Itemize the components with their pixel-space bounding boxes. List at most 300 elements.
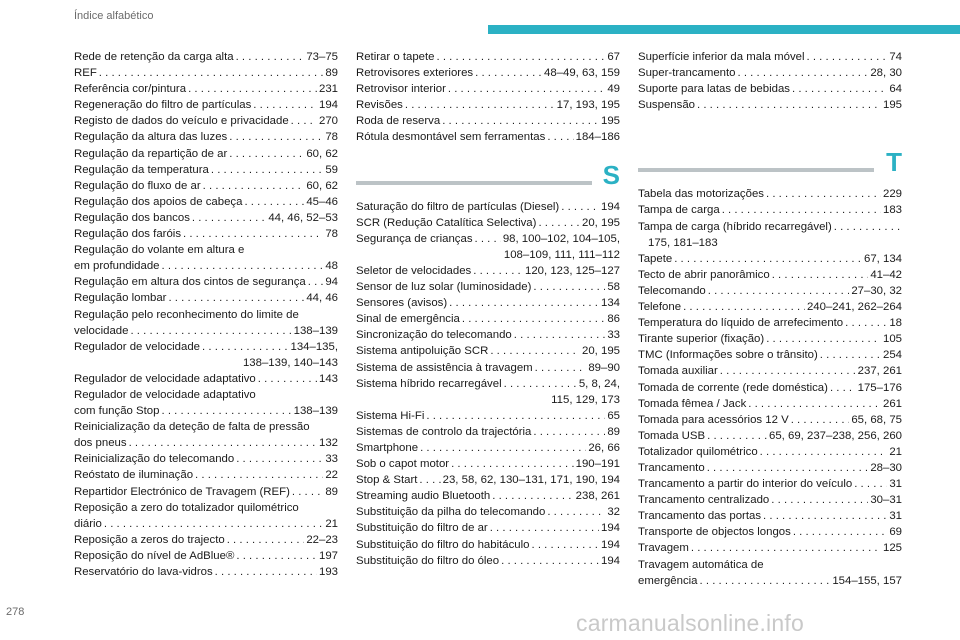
- dot-leader: [547, 129, 573, 145]
- dot-leader: [462, 311, 605, 327]
- index-entry-term: Sensores (avisos): [356, 297, 448, 310]
- index-entry-pages: 74: [889, 51, 902, 63]
- index-entry-term: Sistemas de controlo da trajectória: [356, 425, 532, 438]
- dot-leader: [161, 403, 291, 419]
- index-entry: [638, 412, 902, 428]
- index-entry-term: Sistema de assistência à travagem: [356, 361, 533, 374]
- index-entry-pages: 254: [882, 349, 902, 362]
- index-entry-term: Reservatório do lava-vidros: [74, 566, 213, 578]
- index-entry-row: [74, 484, 338, 500]
- index-entry-term: Trancamento a partir do interior do veículo: [638, 478, 853, 491]
- dot-leader: [697, 97, 881, 113]
- header-accent-bar: [488, 25, 960, 34]
- index-entry-pages: 20, 195: [581, 345, 620, 358]
- index-entry: [638, 508, 902, 524]
- index-entry: [638, 363, 902, 379]
- index-entry-pages: 197: [318, 549, 338, 562]
- index-entry-term: Roda de reserva: [356, 115, 441, 128]
- index-entry-term: Substituição do filtro do óleo: [356, 554, 500, 567]
- index-entry-term: Suspensão: [638, 99, 695, 112]
- index-entry-pages: 48–49, 63, 159: [543, 67, 620, 80]
- index-entry-pages: 237, 261: [857, 365, 902, 378]
- dot-leader: [291, 113, 317, 129]
- index-entry-pages: 86: [607, 313, 620, 326]
- index-entry-pages: 270: [318, 115, 338, 128]
- dot-leader: [766, 331, 881, 347]
- index-entry-term: Regulação dos bancos: [74, 211, 190, 224]
- dot-leader: [292, 484, 323, 500]
- index-entry-term: Regulação em altura dos cintos de segurança: [74, 276, 306, 289]
- index-entry-term: Sinal de emergência: [356, 313, 460, 326]
- index-entry: [638, 524, 902, 540]
- index-entry-term: Sincronização do telecomando: [356, 329, 512, 342]
- index-entry-row: [638, 97, 902, 113]
- index-entry-pages: 194: [318, 99, 338, 112]
- index-entry: [74, 500, 338, 532]
- index-entry-term: Sistema Hi-Fi: [356, 409, 425, 422]
- dot-leader: [451, 456, 574, 472]
- dot-leader: [708, 283, 850, 299]
- index-entry: [74, 129, 338, 145]
- dot-leader: [738, 65, 869, 81]
- index-entry-row: [74, 194, 338, 210]
- index-entry: [356, 263, 620, 279]
- index-entry: [356, 49, 620, 65]
- index-entry: [356, 360, 620, 376]
- index-entry-row: [638, 49, 902, 65]
- dot-leader: [533, 424, 605, 440]
- index-entry-term: Regeneração do filtro de partículas: [74, 99, 252, 112]
- dot-leader: [691, 540, 881, 556]
- index-entry-pages: 194: [600, 522, 620, 535]
- index-entry-row: [356, 440, 620, 456]
- index-entry: [638, 219, 902, 251]
- index-entry-pages: 69: [889, 526, 902, 539]
- index-entry-row: [74, 323, 338, 339]
- dot-leader: [442, 113, 599, 129]
- index-entry-row: [638, 202, 902, 218]
- index-entry: [356, 279, 620, 295]
- index-entry: [356, 231, 620, 263]
- index-entry-lead: Regulação pelo reconhecimento do limite de: [74, 308, 299, 321]
- page-header-title: Índice alfabético: [74, 10, 154, 22]
- index-entry: [74, 210, 338, 226]
- index-entry: [638, 299, 902, 315]
- dot-leader: [419, 472, 440, 488]
- index-entry-term: Sob o capot motor: [356, 458, 450, 471]
- index-entry: [638, 396, 902, 412]
- index-entry-term: Reóstato de iluminação: [74, 469, 194, 482]
- dot-leader: [683, 299, 805, 315]
- index-entry-pages: 184–186: [575, 131, 620, 144]
- index-entry: [74, 339, 338, 371]
- index-entry: [638, 492, 902, 508]
- dot-leader: [162, 258, 324, 274]
- index-entry-pages: 195: [600, 115, 620, 128]
- index-entry: [74, 226, 338, 242]
- page-number: 278: [6, 606, 25, 618]
- dot-leader: [308, 274, 324, 290]
- index-entry-pages: 194: [600, 200, 620, 213]
- index-entry-pages: 32: [607, 506, 620, 519]
- dot-leader: [791, 412, 850, 428]
- index-entry-term: Tomada USB: [638, 429, 706, 442]
- index-list-t: [638, 186, 902, 588]
- index-entry-pages: 132: [318, 437, 338, 450]
- index-entry-pages: 125: [882, 542, 902, 555]
- index-entry-term: dos pneus: [74, 437, 127, 450]
- index-entry: [74, 532, 338, 548]
- index-entry-lead: Regulador de velocidade adaptativo: [74, 388, 256, 401]
- index-entry-term: Regulação lombar: [74, 292, 167, 305]
- index-entry: [356, 311, 620, 327]
- index-entry-row: [356, 504, 620, 520]
- index-entry-row: [356, 553, 620, 569]
- index-entry: [356, 537, 620, 553]
- dot-leader: [227, 532, 305, 548]
- index-entry-pages: 18: [889, 317, 902, 330]
- index-entry-row: [356, 360, 620, 376]
- index-entry-pages: 73–75: [306, 51, 338, 63]
- index-entry: [638, 65, 902, 81]
- index-entry-term: Travagem: [638, 542, 689, 555]
- index-entry-row: [356, 231, 620, 247]
- index-entry-row: [638, 492, 902, 508]
- index-entry-term: Retrovisor interior: [356, 83, 446, 96]
- index-entry-term: Sensor de luz solar (luminosidade): [356, 281, 532, 294]
- index-entry-pages: 59: [325, 163, 338, 176]
- index-entry-row: [638, 81, 902, 97]
- index-column-3: [638, 49, 902, 589]
- index-entry-pages: 89: [325, 67, 338, 80]
- index-entry-term: emergência: [638, 574, 698, 587]
- index-entry-row: [74, 467, 338, 483]
- dot-leader: [168, 290, 304, 306]
- index-entry: [638, 186, 902, 202]
- index-entry-pages: 67, 134: [863, 252, 902, 265]
- index-entry-term: Regulação dos apoios de cabeça: [74, 195, 243, 208]
- index-entry: [356, 65, 620, 81]
- index-entry: [638, 97, 902, 113]
- index-entry: [356, 408, 620, 424]
- dot-leader: [449, 295, 599, 311]
- index-entry-row: [74, 532, 338, 548]
- index-entry-row: [74, 403, 338, 419]
- index-entry: [638, 267, 902, 283]
- index-entry-row: [356, 129, 620, 145]
- index-entry-row: [356, 327, 620, 343]
- dot-leader: [99, 65, 324, 81]
- dot-leader: [707, 428, 767, 444]
- dot-leader: [129, 435, 317, 451]
- index-entry-term: Stop & Start: [356, 474, 418, 487]
- index-entry-term: Regulador de velocidade adaptativo: [74, 372, 256, 385]
- index-entry-term: Repartidor Electrónico de Travagem (REF): [74, 485, 290, 498]
- index-entry-row: [74, 516, 338, 532]
- dot-leader: [405, 97, 555, 113]
- index-entry-row: [638, 444, 902, 460]
- index-entry-row: [638, 460, 902, 476]
- index-entry-pages: 231: [318, 83, 338, 96]
- index-entry-row: [638, 347, 902, 363]
- index-entry-row: [356, 263, 620, 279]
- index-entry-pages: 44, 46: [306, 292, 338, 305]
- index-entry-term: Superfície inferior da mala móvel: [638, 51, 805, 63]
- index-entry-row: [74, 290, 338, 306]
- index-entry: [74, 290, 338, 306]
- index-entry-pages: 193: [318, 566, 338, 578]
- index-entry-pages: 94: [325, 276, 338, 289]
- dot-leader: [130, 323, 291, 339]
- index-entry-term: Trancamento das portas: [638, 510, 762, 523]
- dot-leader: [793, 524, 888, 540]
- index-entry: [356, 343, 620, 359]
- dot-leader: [532, 537, 599, 553]
- index-entry-term: Sistema antipoluição SCR: [356, 345, 489, 358]
- index-entry-term: com função Stop: [74, 405, 160, 418]
- index-entry-pages: 134: [600, 297, 620, 310]
- index-entry-term: Retrovisores exteriores: [356, 67, 474, 80]
- index-entry-term: Transporte de objectos longos: [638, 526, 791, 539]
- index-entry: [74, 484, 338, 500]
- index-entry-row: [74, 162, 338, 178]
- dot-leader: [772, 267, 869, 283]
- index-entry-term: Tirante superior (fixação): [638, 333, 765, 346]
- index-entry-row: [356, 376, 620, 392]
- index-entry-term: Trancamento centralizado: [638, 494, 770, 507]
- index-entry-pages: 31: [889, 478, 902, 491]
- index-entry: [74, 81, 338, 97]
- dot-leader: [473, 263, 523, 279]
- index-entry-term: Registo de dados do veículo e privacidade: [74, 115, 289, 128]
- index-entry-row: [638, 299, 902, 315]
- index-entry-pages-continued: 175, 181–183: [648, 236, 718, 249]
- index-entry-row: [356, 520, 620, 536]
- index-entry-term: Reposição a zeros do trajecto: [74, 533, 225, 546]
- dot-leader: [236, 451, 323, 467]
- index-entry: [356, 113, 620, 129]
- index-entry-row: [638, 412, 902, 428]
- index-entry: [356, 129, 620, 145]
- dot-leader: [760, 444, 888, 460]
- index-entry-row: [74, 548, 338, 564]
- index-entry-pages: 194: [600, 538, 620, 551]
- index-entry: [356, 376, 620, 408]
- index-entry-pages: 67: [607, 51, 620, 63]
- index-entry-row: [638, 428, 902, 444]
- index-entry-pages: 22: [325, 469, 338, 482]
- index-entry-term: Tomada para acessórios 12 V: [638, 413, 789, 426]
- index-entry-term: Substituição da pilha do telecomando: [356, 506, 546, 519]
- dot-leader: [192, 210, 266, 226]
- index-entry-term: Smartphone: [356, 441, 419, 454]
- index-entry-pages: 194: [600, 554, 620, 567]
- index-entry-row: [74, 65, 338, 81]
- index-entry: [74, 548, 338, 564]
- index-entry-pages: 17, 193, 195: [556, 99, 620, 112]
- index-entry-row: [74, 451, 338, 467]
- section-heading-t: [638, 147, 902, 186]
- index-entry-pages: 21: [889, 445, 902, 458]
- dot-leader: [211, 162, 323, 178]
- index-entry-term: TMC (Informações sobre o trânsito): [638, 349, 818, 362]
- index-entry-pages: 49: [607, 83, 620, 96]
- index-entry-pages: 143: [318, 372, 338, 385]
- index-entry-term: velocidade: [74, 324, 129, 337]
- index-entry-pages: 183: [882, 204, 902, 217]
- index-entry-row: [356, 215, 620, 231]
- dot-leader: [258, 371, 317, 387]
- index-entry-row: [638, 267, 902, 283]
- index-entry-term: Regulação dos faróis: [74, 228, 182, 241]
- dot-leader: [195, 467, 323, 483]
- index-entry-pages: 98, 100–102, 104–105,: [502, 232, 620, 245]
- index-entry-term: Reinicialização do telecomando: [74, 453, 235, 466]
- dot-leader: [253, 97, 317, 113]
- dot-leader: [547, 504, 605, 520]
- index-entry: [356, 81, 620, 97]
- dot-leader: [722, 202, 881, 218]
- index-entry-row: [356, 81, 620, 97]
- watermark: carmanualsonline.info: [576, 610, 804, 636]
- index-entry-pages-continued: 138–139, 140–143: [242, 356, 338, 369]
- index-entry-term: Tampa de carga: [638, 204, 720, 217]
- index-entry-row: [356, 295, 620, 311]
- index-entry-row: [638, 186, 902, 202]
- index-entry-row: [74, 178, 338, 194]
- index-entry-row: [638, 524, 902, 540]
- index-entry: [638, 331, 902, 347]
- index-entry-term: Temperatura do líquido de arrefecimento: [638, 317, 844, 330]
- dot-leader: [183, 226, 323, 242]
- index-entry-term: Rede de retenção da carga alta: [74, 51, 234, 63]
- index-entry-row: [356, 279, 620, 295]
- index-entry: [356, 440, 620, 456]
- index-entry: [356, 215, 620, 231]
- index-entry-pages: 120, 123, 125–127: [524, 264, 620, 277]
- index-entry-row: [356, 456, 620, 472]
- index-entry-pages-continued: 115, 129, 173: [551, 393, 620, 406]
- index-entry: [356, 520, 620, 536]
- index-list-s-continued: [638, 49, 902, 113]
- dot-leader: [538, 215, 580, 231]
- index-entry-pages: 21: [325, 517, 338, 530]
- index-entry-row: [356, 424, 620, 440]
- index-entry: [74, 307, 338, 339]
- index-column-2: [356, 49, 620, 569]
- index-entry-term: Streaming audio Bluetooth: [356, 490, 491, 503]
- index-entry-term: Tampa de carga (híbrido recarregável): [638, 220, 832, 233]
- section-rule: [638, 168, 874, 172]
- index-entry-pages: 44, 46, 52–53: [268, 211, 338, 224]
- index-entry-row: [356, 65, 620, 81]
- index-entry: [356, 295, 620, 311]
- section-heading-s: [356, 159, 620, 199]
- index-entry: [74, 97, 338, 113]
- index-entry-pages: 41–42: [870, 268, 902, 281]
- index-entry-pages: 33: [325, 453, 338, 466]
- index-entry-term: REF: [74, 67, 97, 80]
- index-entry-term: Rótula desmontável sem ferramentas: [356, 131, 546, 144]
- index-entry: [74, 113, 338, 129]
- index-entry-pages: 195: [882, 99, 902, 112]
- index-entry-term: Suporte para latas de bebidas: [638, 83, 790, 96]
- index-entry: [638, 540, 902, 556]
- index-entry: [356, 472, 620, 488]
- index-entry-row: [638, 396, 902, 412]
- index-entry-pages: 78: [325, 228, 338, 241]
- index-entry-term: Tecto de abrir panorâmico: [638, 268, 770, 281]
- dot-leader: [104, 516, 323, 532]
- index-entry-term: Saturação do filtro de partículas (Diesel): [356, 200, 560, 213]
- index-entry: [638, 444, 902, 460]
- dot-leader: [215, 564, 317, 580]
- index-entry-row: [638, 508, 902, 524]
- index-entry: [638, 347, 902, 363]
- index-entry-row: [74, 113, 338, 129]
- index-entry: [74, 146, 338, 162]
- index-entry-row: [638, 331, 902, 347]
- index-entry-term: Totalizador quilométrico: [638, 445, 758, 458]
- index-entry-pages: 28, 30: [870, 67, 902, 80]
- index-entry-row: [74, 371, 338, 387]
- index-entry-row: [356, 97, 620, 113]
- section-letter-s: S: [602, 159, 620, 190]
- index-entry-term: Regulador de velocidade: [74, 340, 201, 353]
- index-entry-pages: 27–30, 32: [851, 284, 902, 297]
- index-entry-lead: Reinicialização da deteção de falta de pressão: [74, 421, 310, 434]
- index-entry-pages: 33: [607, 329, 620, 342]
- index-entry: [74, 65, 338, 81]
- index-entry-row: [74, 146, 338, 162]
- index-entry-term: Tomada de corrente (rede doméstica): [638, 381, 828, 394]
- index-entry-term: Substituição do filtro de ar: [356, 522, 488, 535]
- index-entry: [74, 419, 338, 451]
- index-column-1: [74, 49, 338, 580]
- dot-leader: [830, 380, 856, 396]
- dot-leader: [202, 339, 288, 355]
- index-entry-pages-continued: 108–109, 111, 111–112: [503, 248, 620, 261]
- section-rule: [356, 181, 592, 185]
- index-entry: [74, 371, 338, 387]
- index-entry-row: [356, 343, 620, 359]
- index-entry: [356, 327, 620, 343]
- index-entry-row: [638, 65, 902, 81]
- index-entry-row: [638, 540, 902, 556]
- index-entry-pages: 138–139: [293, 405, 338, 418]
- dot-leader: [792, 81, 887, 97]
- index-entry-pages: 5, 8, 24,: [578, 377, 620, 390]
- index-entry-pages: 105: [882, 333, 902, 346]
- index-entry: [74, 194, 338, 210]
- index-entry-pages: 190–191: [575, 458, 620, 471]
- index-entry-term: em profundidade: [74, 260, 160, 273]
- index-entry: [74, 564, 338, 580]
- index-entry-row: [356, 113, 620, 129]
- index-entry-row: [74, 258, 338, 274]
- dot-leader: [763, 508, 887, 524]
- dot-leader: [420, 440, 586, 456]
- dot-leader: [475, 65, 542, 81]
- index-entry-row: [74, 564, 338, 580]
- index-list-r-continued: [356, 49, 620, 146]
- index-entry: [356, 456, 620, 472]
- index-entry-row: [638, 363, 902, 379]
- dot-leader: [834, 219, 900, 235]
- index-entry-row: [356, 488, 620, 504]
- index-entry-row: [74, 226, 338, 242]
- index-entry-term: Tapete: [638, 252, 673, 265]
